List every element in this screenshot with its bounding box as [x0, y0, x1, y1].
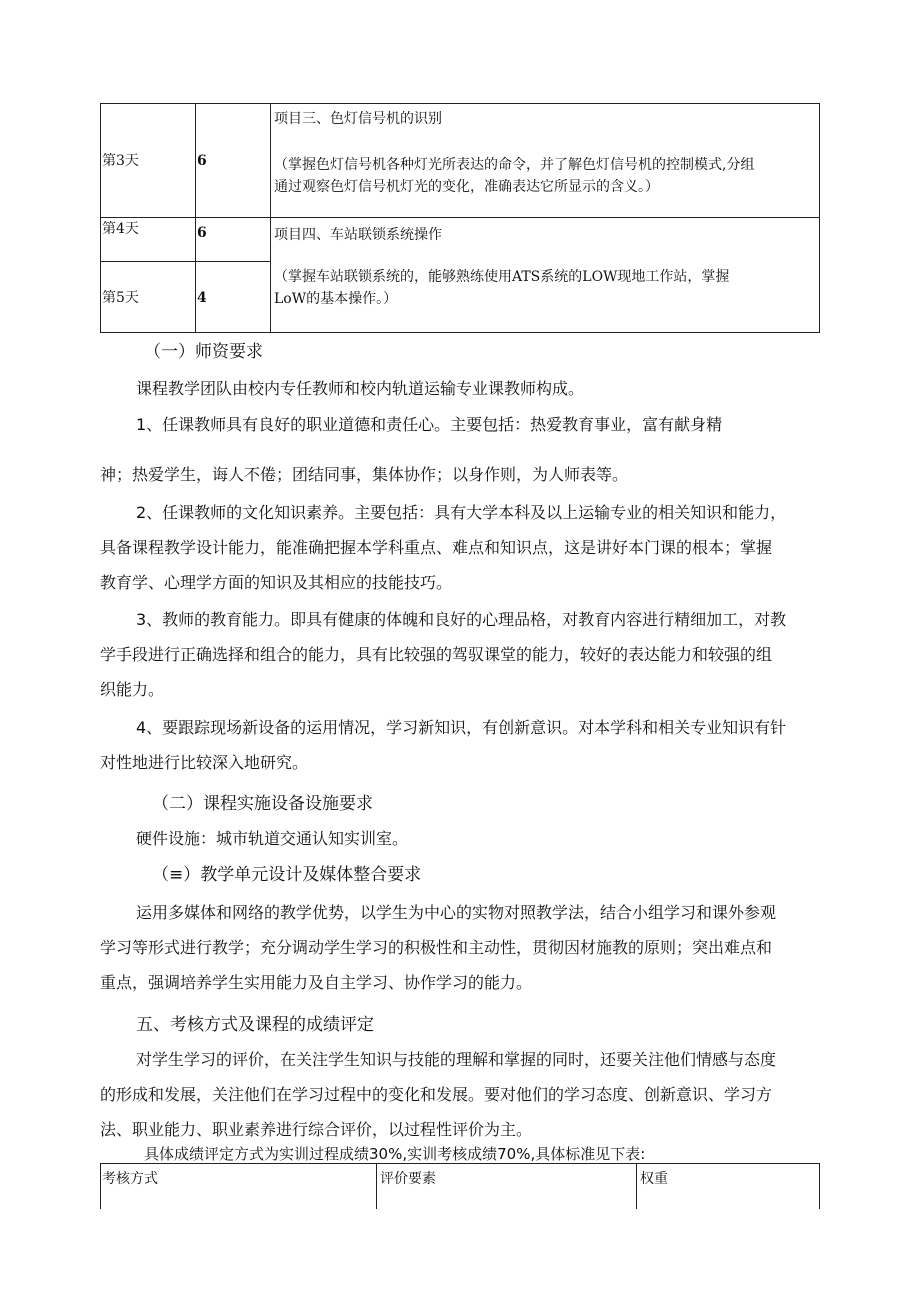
- paragraph-unit-line1: 运用多媒体和网络的教学优势，以学生为中心的实物对照教学法，结合小组学习和课外参观: [136, 903, 777, 922]
- section-heading-unit-design: （≡）教学单元设计及媒体整合要求: [152, 865, 422, 885]
- section-heading-teachers: （一）师资要求: [144, 342, 263, 362]
- paragraph-unit-line2: 学习等形式进行教学；充分调动学生学习的积极性和主动性，贯彻因材施教的原则；突出难点和: [100, 938, 773, 957]
- table-cell-hours: 6: [197, 225, 207, 241]
- table-cell-project-title: 项目四、车站联锁系统操作: [274, 227, 442, 243]
- paragraph-facilities: 硬件设施：城市轨道交通认知实训室。: [136, 829, 409, 848]
- paragraph-item4-line2: 对性地进行比较深入地研究。: [100, 753, 309, 772]
- paragraph-assessment-line2: 的形成和发展，关注他们在学习过程中的变化和发展。要对他们的学习态度、创新意识、学习方: [100, 1085, 773, 1104]
- paragraph-assessment-line4: 具体成绩评定方式为实训过程成绩30%,实训考核成绩70%,具体标准见下表:: [144, 1145, 646, 1163]
- table-cell-day: 第4天: [102, 221, 139, 237]
- paragraph-item1-line1: 1、任课教师具有良好的职业道德和责任心。主要包括：热爱教育事业，富有献身精: [136, 415, 723, 434]
- section-heading-facilities: （二）课程实施设备设施要求: [152, 794, 373, 814]
- paragraph-assessment-line1: 对学生学习的评价，在关注学生知识与技能的理解和掌握的同时，还要关注他们情感与态度: [136, 1050, 777, 1069]
- paragraph-unit-line3: 重点，强调培养学生实用能力及自主学习、协作学习的能力。: [100, 973, 533, 992]
- paragraph-item3-line1: 3、教师的教育能力。即具有健康的体魄和良好的心理品格，对教育内容进行精细加工，对教: [136, 610, 787, 629]
- paragraph-item2-line3: 教育学、心理学方面的知识及其相应的技能技巧。: [100, 573, 453, 592]
- paragraph-item3-line2: 学手段进行正确选择和组合的能力，具有比较强的驾驭课堂的能力，较好的表达能力和较强的组: [100, 645, 773, 664]
- paragraph-item4-line1: 4、要跟踪现场新设备的运用情况，学习新知识，有创新意识。对本学科和相关专业知识有针: [136, 718, 787, 737]
- paragraph-item2-line1: 2、任课教师的文化知识素养。主要包括：具有大学本科及以上运输专业的相关知识和能力，: [136, 503, 787, 522]
- table-cell-project-desc: （掌握车站联锁系统的，能够熟练使用ATS系统的LOW现地工作站，掌握 LoW的基本操作。）: [274, 269, 730, 307]
- table-cell-project-desc: （掌握色灯信号机各种灯光所表达的命令，并了解色灯信号机的控制模式,分组 通过观察色灯信号机灯光的变化，准确表达它所显示的含义。）: [274, 157, 755, 195]
- paragraph-assessment-line3: 法、职业能力、职业素养进行综合评价，以过程性评价为主。: [100, 1120, 533, 1139]
- table-cell-day: 第3天: [102, 153, 139, 169]
- paragraph-item3-line3: 织能力。: [100, 680, 165, 699]
- table-header-method: 考核方式: [102, 1171, 158, 1187]
- paragraph-item1-line2: 神；热爱学生，诲人不倦；团结同事，集体协作；以身作则，为人师表等。: [100, 465, 629, 484]
- paragraph-intro: 课程教学团队由校内专任教师和校内轨道运输专业课教师构成。: [136, 379, 585, 398]
- table-header-weight: 权重: [640, 1171, 668, 1187]
- table-header-criteria: 评价要素: [380, 1171, 436, 1187]
- paragraph-item2-line2: 具备课程教学设计能力，能准确把握本学科重点、难点和知识点，这是讲好本门课的根本；掌握: [100, 538, 773, 557]
- table-cell-project-title: 项目三、色灯信号机的识别: [274, 111, 442, 127]
- table-cell-hours: 6: [197, 153, 207, 169]
- table-cell-hours: 4: [197, 290, 207, 306]
- table-cell-day: 第5天: [102, 290, 139, 306]
- section-heading-assessment: 五、考核方式及课程的成绩评定: [136, 1015, 374, 1035]
